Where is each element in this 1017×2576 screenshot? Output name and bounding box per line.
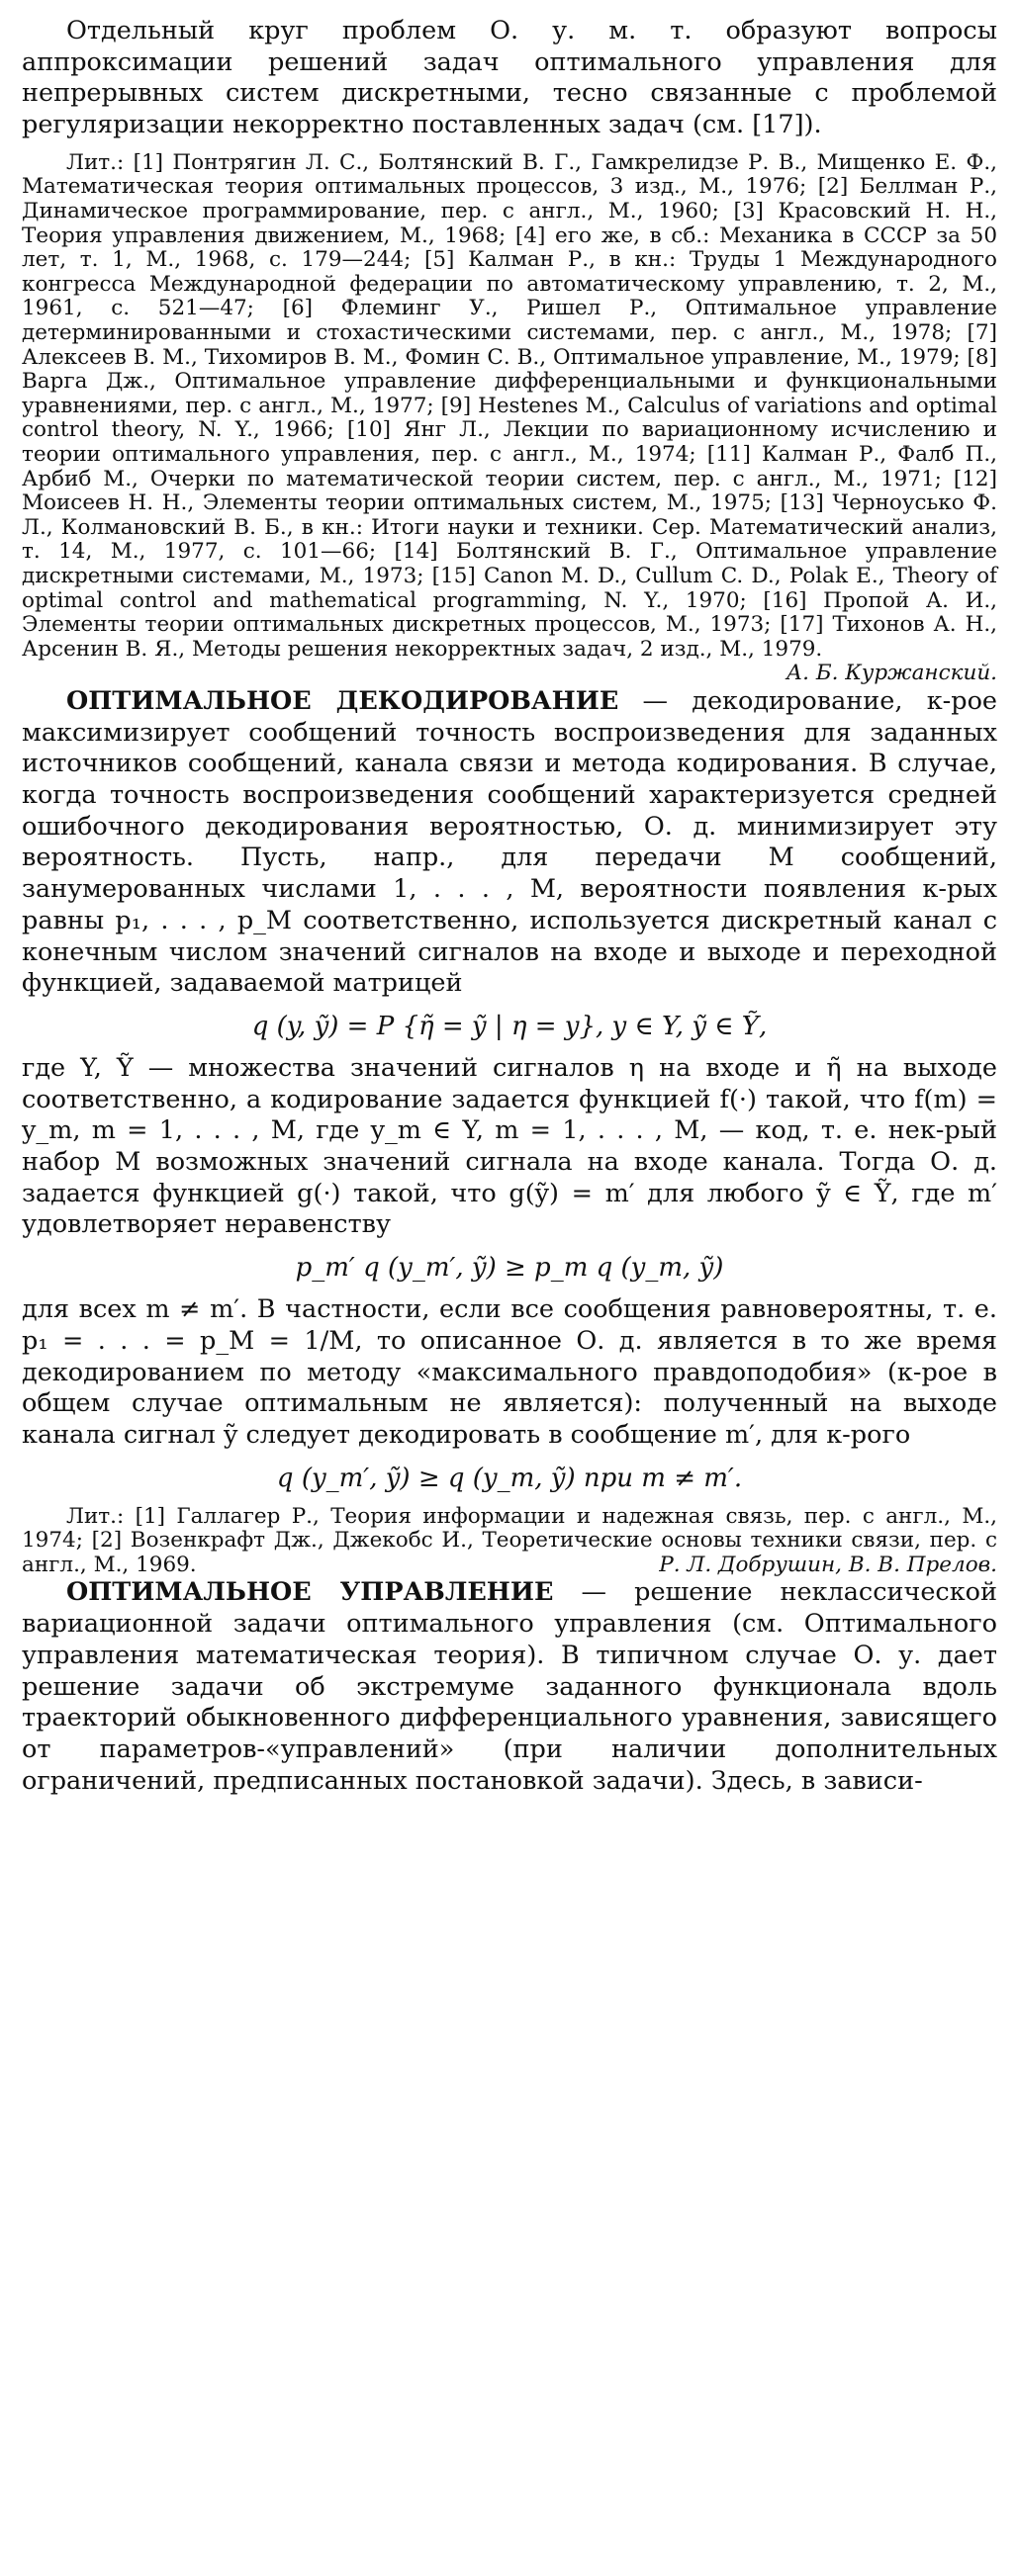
entry-title: ОПТИМАЛЬНОЕ ДЕКОДИРОВАНИЕ bbox=[66, 685, 619, 716]
author-signature: Р. Л. Добрушин, В. В. Прелов. bbox=[659, 1552, 997, 1577]
references-text: Лит.: [1] Галлагер Р., Теория информации и надежная связь, пер. с англ., М., 1974; [2] Возенкрафт Дж., Джекобс И., Теоретические основы техники связи, пер. с англ., М., 1969. bbox=[22, 1503, 997, 1577]
entry-text: — декодирование, к-рое максимизирует сообщений точность воспроизведения для заданных источников сообщений, канала связи и метода кодирования. В случае, когда точность воспроизведения сообщений характеризуется средней ошибочного декодирования вероятностью, О. д. минимизирует эту вероятность. Пусть, напр., для передачи M сообщений, занумерованных числами 1, . . . , M, вероятности появления к-рых равны p₁, . . . , p_M соответственно, используется дискретный канал с конечным числом значений сигналов на входе и выходе и переходной функцией, задаваемой матрицей bbox=[22, 685, 998, 999]
formula-inequality: p_m′ q (y_m′, ỹ) ≥ p_m q (y_m, ỹ) bbox=[295, 1253, 724, 1284]
entry-text: — решение неклассической вариационной задачи оптимального управления (см. Оптимального управления математическая теория). В типичном случае О. у. дает решение задачи об экстремуме заданного функционала вдоль траекторий обыкновенного дифференциального уравнения, зависящего от параметров-«управлений» (при наличии дополнительных ограничений, предписанных постановкой задачи). Здесь, в зависи- bbox=[22, 1577, 997, 1796]
references-decoding bbox=[22, 1505, 997, 1578]
formula-transition-matrix: q (y, ỹ) = P {η̃ = ỹ | η = y}, y ∈ Y, ỹ ∈ Ỹ, bbox=[251, 1011, 768, 1041]
references-optimal-control bbox=[22, 149, 997, 686]
author-signature: А. Б. Куржанский. bbox=[786, 661, 997, 686]
paragraph-max-likelihood: для всех m ≠ m′. В частности, если все сообщения равновероятны, т. е. p₁ = . . . = p_M = 1/M, то описанное О. д. является в то же время декодированием по методу «максимального правдоподобия» (к-рое в общем случае оптимальным не является): полученный на выходе канала сигнал ỹ следует декодировать в сообщение m′, для к-рого bbox=[22, 1294, 997, 1450]
entry-optimal-control bbox=[22, 1577, 997, 1797]
entry-optimal-decoding bbox=[22, 686, 997, 1000]
references-text: Лит.: [1] Понтрягин Л. С., Болтянский В. Г., Гамкрелидзе Р. В., Мищенко Е. Ф., Математическая теория оптимальных процессов, 3 изд., М., 1976; [2] Беллман Р., Динамическое программирование, пер. с англ., М., 1960; [3] Красовский Н. Н., Теория управления движением, М., 1968; [4] его же, в сб.: Механика в СССР за 50 лет, т. 1, М., 1968, с. 179—244; [5] Калман Р., в кн.: Труды 1 Международного конгресса Международной федерации по автоматическому управлению, т. 2, М., 1961, с. 521—47; [6] Флеминг У., Ришел Р., Оптимальное управление детерминированными и стохастическими системами, пер. с англ., М., 1978; [7] Алексеев В. М., Тихомиров В. М., Фомин С. В., Оптимальное управление, М., 1979; [8] Варга Дж., Оптимальное управление дифференциальными и функциональными уравнениями, пер. с англ., М., 1977; [9] Hestenes M., Calculus of variations and optimal control theory, N. Y., 1966; [10] Янг Л., Лекции по вариационному исчислению и теории оптимального управления, пер. с англ., М., 1974; [11] Калман Р., Фалб П., Арбиб М., Очерки по математической теории систем, пер. с англ., М., 1971; [12] Моисеев Н. Н., Элементы теории оптимальных систем, М., 1975; [13] Черноусько Ф. Л., Колмановский В. Б., в кн.: Итоги науки и техники. Сер. Математический анализ, т. 14, М., 1977, с. 101—66; [14] Болтянский В. Г., Оптимальное управление дискретными системами, М., 1973; [15] Canon M. D., Cullum C. D., Polak E., Theory of optimal control and mathematical programming, N. Y., 1970; [16] Пропой А. И., Элементы теории оптимальных дискретных процессов, М., 1973; [17] Тихонов А. Н., Арсенин В. Я., Методы решения некорректных задач, 2 изд., М., 1979. bbox=[22, 149, 997, 662]
entry-title: ОПТИМАЛЬНОЕ УПРАВЛЕНИЕ bbox=[66, 1577, 554, 1608]
formula-max-likelihood: q (y_m′, ỹ) ≥ q (y_m, ỹ) при m ≠ m′. bbox=[276, 1463, 743, 1493]
intro-paragraph: Отдельный круг проблем О. у. м. т. образуют вопросы аппроксимации решений задач оптимального управления для непрерывных систем дискретными, тесно связанные с проблемой регуляризации некорректно поставленных задач (см. [17]). bbox=[22, 16, 997, 140]
paragraph-coding: где Y, Ỹ — множества значений сигналов η на входе и η̃ на выходе соответственно, а кодирование задается функцией f(·) такой, что f(m) = y_m, m = 1, . . . , M, где y_m ∈ Y, m = 1, . . . , M, — код, т. е. нек-рый набор M возможных значений сигнала на входе канала. Тогда О. д. задается функцией g(·) такой, что g(ỹ) = m′ для любого ỹ ∈ Ỹ, где m′ удовлетворяет неравенству bbox=[22, 1052, 997, 1240]
